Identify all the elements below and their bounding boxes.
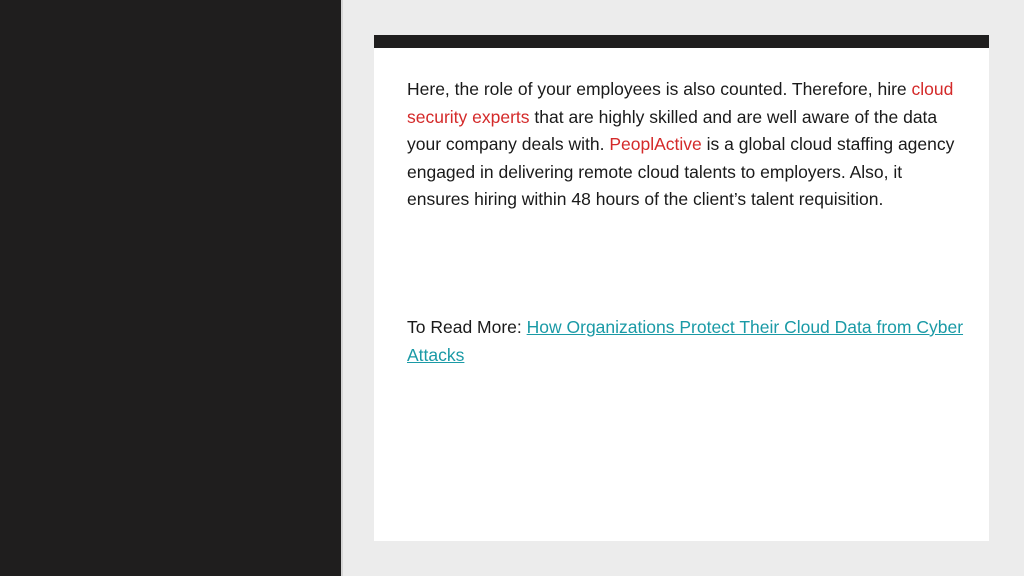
read-more-label: To Read More: (407, 317, 527, 337)
read-more-link[interactable]: How Organizations Protect Their Cloud Data from Cyber Attacks (407, 317, 964, 365)
content-card (374, 35, 989, 541)
highlight-peoplactive: PeoplActive (609, 134, 702, 154)
left-dark-panel (0, 0, 341, 576)
paragraph-text-3: is a global cloud staffing agency engaged in delivering remote cloud talents to employers. Also, it ensures hiring within 48 hours of the client’s talent requisition. (407, 134, 955, 209)
card-top-bar (374, 35, 989, 48)
body-paragraph (407, 76, 967, 214)
paragraph-text-1: Here, the role of your employees is also counted. Therefore, hire (407, 79, 912, 99)
highlight-cloud-security-experts: cloud security experts (407, 79, 954, 127)
panel-divider (341, 0, 343, 576)
read-more-line (407, 314, 967, 369)
paragraph-text-2: that are highly skilled and are well aware of the data your company deals with. (407, 106, 938, 154)
